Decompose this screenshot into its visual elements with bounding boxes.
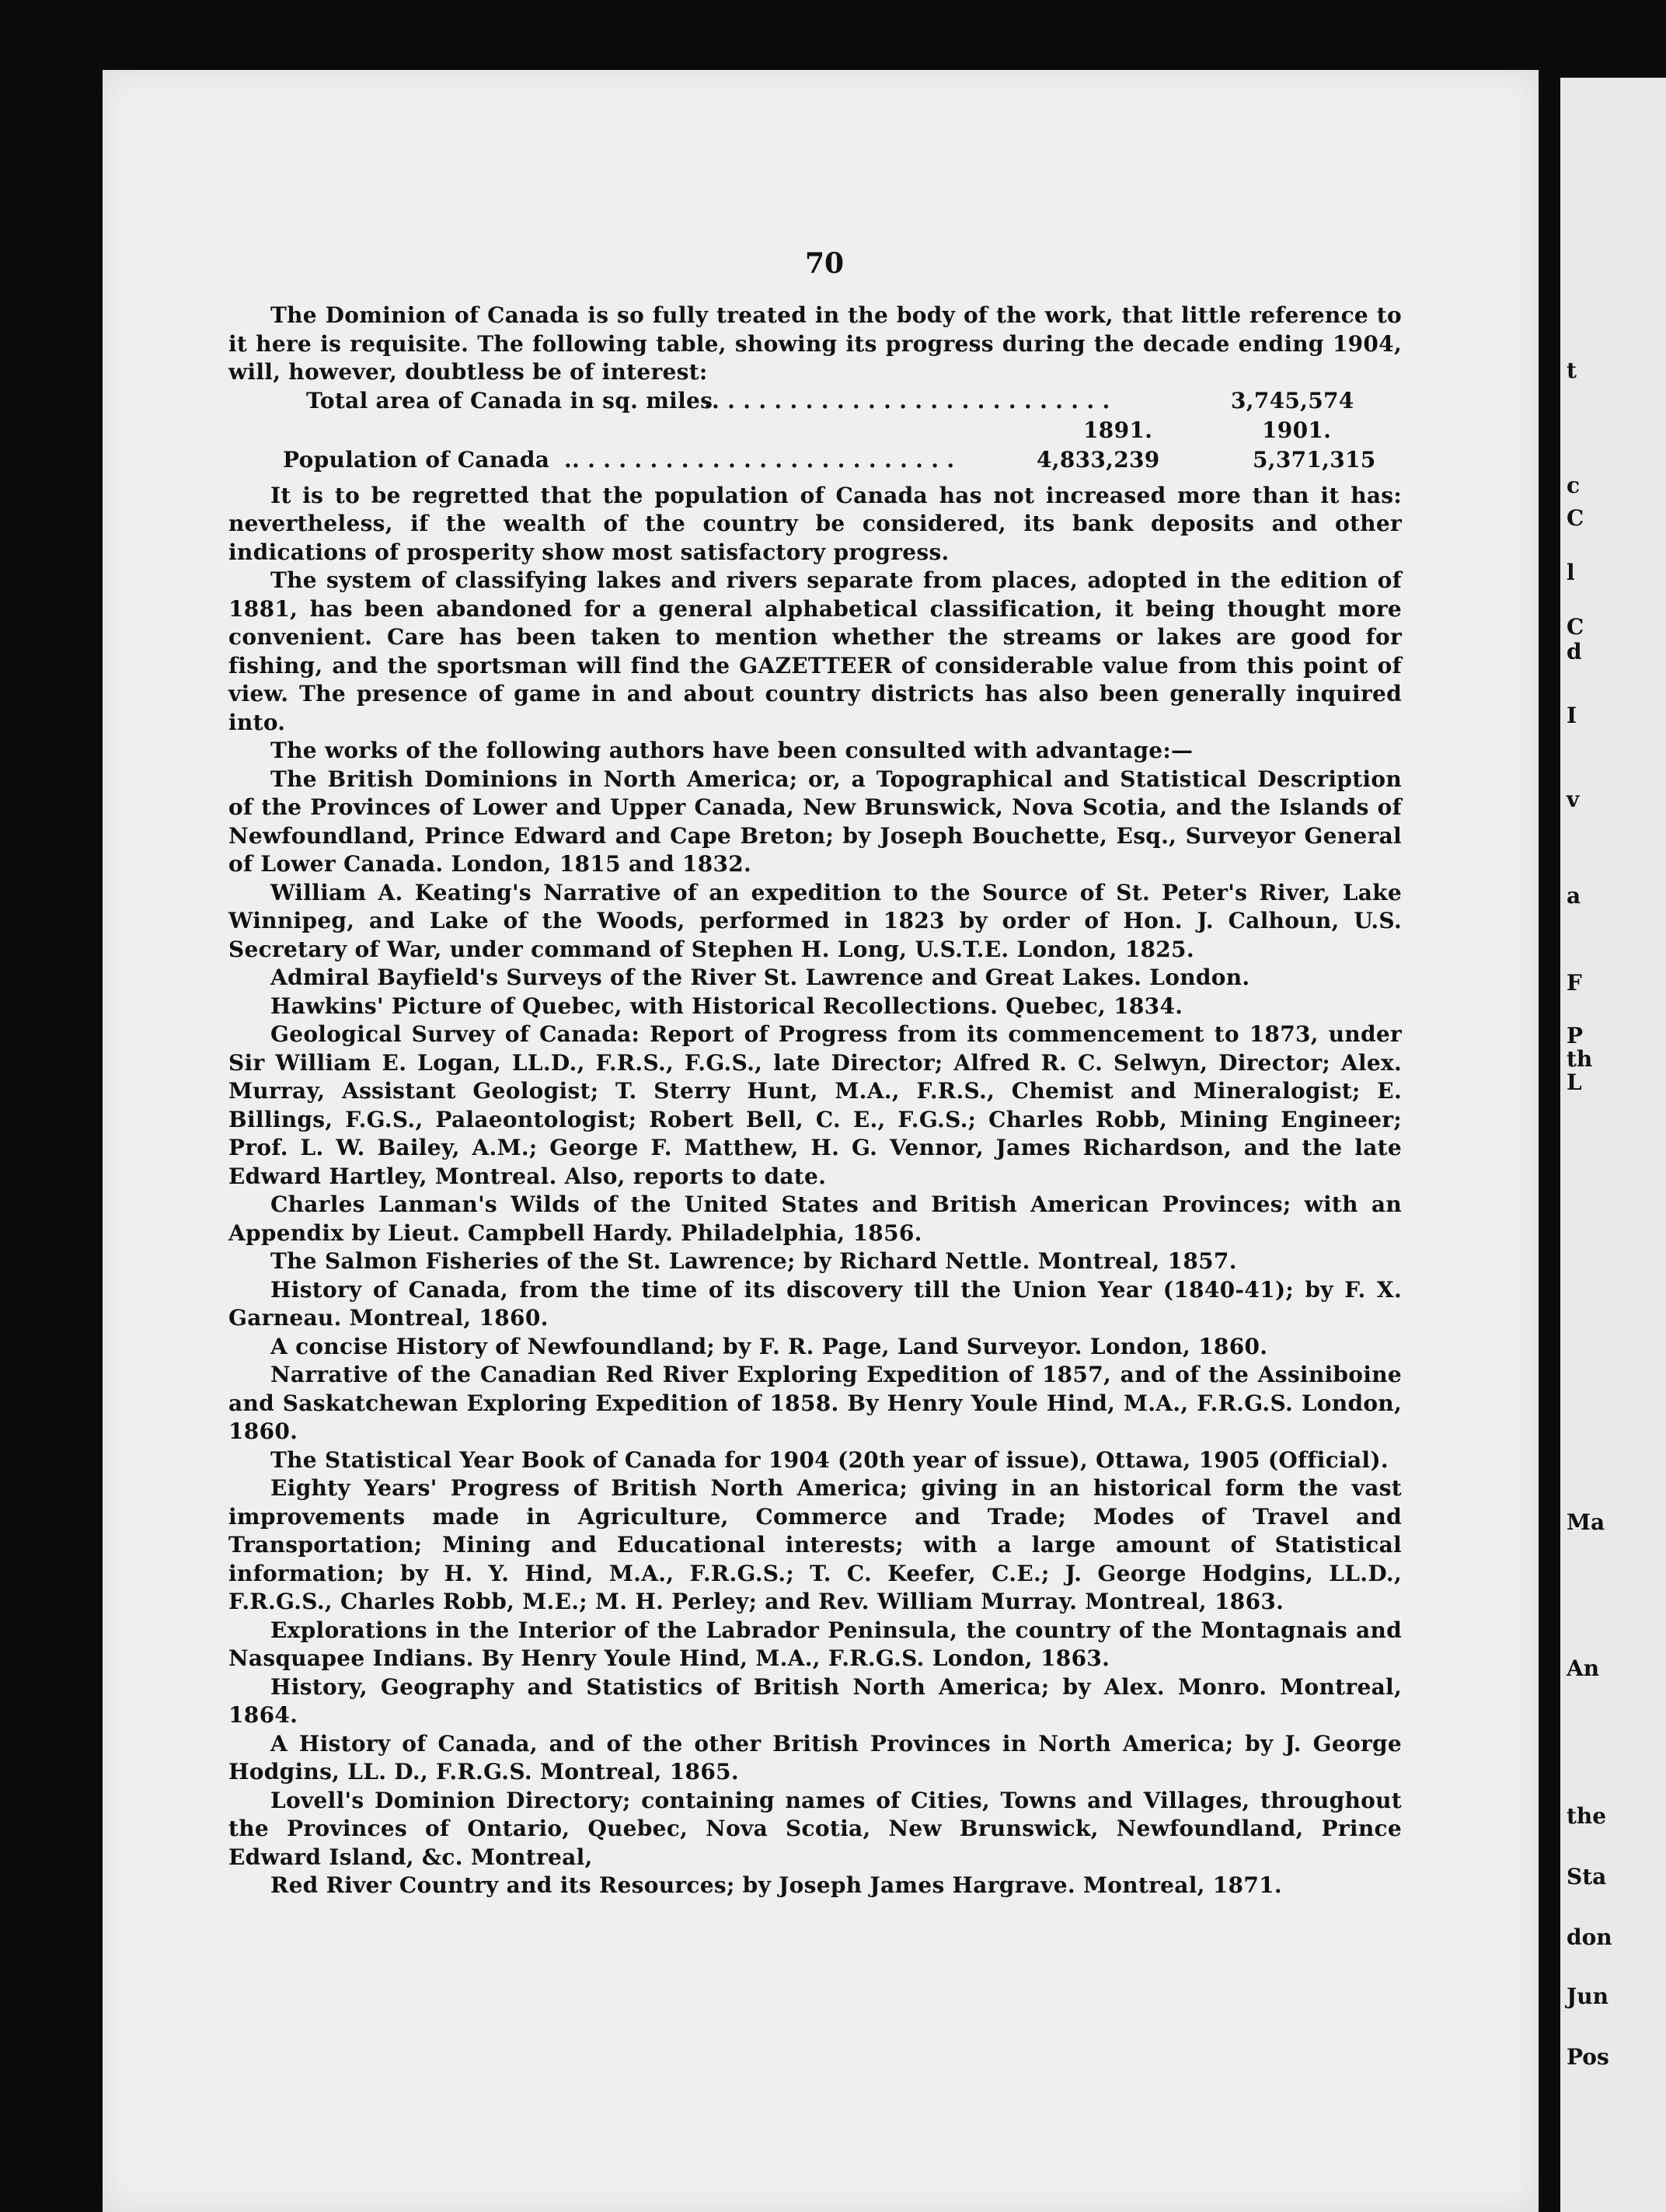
work-entry: Lovell's Dominion Directory; containing names of Cities, Towns and Villages, throughout the Provinces of Ontario, Quebec, Nova Scotia, New Brunswick, Newfoundland, Prince Edward Island, &c. Montreal, — [228, 1787, 1402, 1870]
year-1901: 1901. — [1262, 417, 1332, 443]
work-entry: Hawkins' Picture of Quebec, with Historical Recollections. Quebec, 1834. — [270, 993, 1183, 1019]
population-label: Population of Canada — [283, 446, 550, 473]
work-entry: The Salmon Fisheries of the St. Lawrence; by Richard Nettle. Montreal, 1857. — [270, 1248, 1237, 1274]
facing-fragment: C — [1567, 614, 1584, 640]
population-row — [228, 446, 1402, 476]
population-1891: 4,833,239 — [1037, 446, 1160, 473]
facing-fragment: th — [1567, 1046, 1593, 1072]
facing-fragment: Sta — [1567, 1864, 1607, 1889]
work-entry: The British Dominions in North America; or, a Topographical and Statistical Description of the Provinces of Lower and Upper Canada, New Brunswick, Nova Scotia, and the Islands of Newfoundland, Prince Edward and Cape Breton; by Joseph Bouchette, Esq., Surveyor General of Lower Canada. London, 1815 and 1832. — [228, 766, 1402, 877]
leader-dots: .. . . . . . . . . . . . . . . . . . . . . . . . . . — [704, 387, 1110, 413]
years-row — [228, 417, 1402, 446]
paragraph: The works of the following authors have been consulted with advantage:— — [270, 738, 1194, 763]
facing-fragment: v — [1567, 787, 1580, 812]
facing-fragment: a — [1567, 883, 1581, 909]
facing-fragment: P — [1567, 1023, 1584, 1048]
facing-fragment: d — [1567, 639, 1582, 665]
facing-fragment: don — [1567, 1924, 1612, 1950]
facing-fragment: An — [1567, 1656, 1600, 1681]
work-entry: History, Geography and Statistics of British North America; by Alex. Monro. Montreal, 1864. — [228, 1673, 1402, 1728]
area-label: Total area of Canada in sq. miles — [306, 387, 713, 413]
intro-paragraph: The Dominion of Canada is so fully treated in the body of the work, that little reference to it here is requisite. The following table, showing its progress during the decade ending 1904, will, however, doubtless be of interest: — [228, 302, 1402, 385]
work-entry: History of Canada, from the time of its discovery till the Union Year (1840-41); by F. X. Garneau. Montreal, 1860. — [228, 1276, 1402, 1331]
paragraph: The system of classifying lakes and rivers separate from places, adopted in the edition of 1881, has been abandoned for a general alphabetical classification, it being thought more convenient. Care has been taken to mention whether the streams or lakes are good for fishing, and the sportsman will find the GAZETTEER of considerable value from this point of view. The presence of game in and about country districts has also been generally inquired into. — [228, 567, 1402, 735]
work-entry: Narrative of the Canadian Red River Exploring Expedition of 1857, and of the Assiniboine and Saskatchewan Exploring Expedition of 1858. By Henry Youle Hind, M.A., F.R.G.S. London, 1860. — [228, 1362, 1402, 1444]
paragraph: It is to be regretted that the population of Canada has not increased more than it has: nevertheless, if the wealth of the country be considered, its bank deposits and other indications of prosperity show most satisfactory progress. — [228, 482, 1402, 565]
facing-page-edge — [1560, 78, 1666, 2212]
page-number: 70 — [805, 247, 845, 280]
area-row — [228, 387, 1402, 417]
work-entry: Charles Lanman's Wilds of the United States and British American Provinces; with an Appendix by Lieut. Campbell Hardy. Philadelphia, 1856. — [228, 1191, 1402, 1246]
facing-fragment: I — [1567, 703, 1577, 728]
page-body — [228, 302, 1402, 1900]
facing-fragment: Jun — [1567, 1983, 1608, 2009]
work-entry: Red River Country and its Resources; by Joseph James Hargrave. Montreal, 1871. — [270, 1872, 1282, 1898]
work-entry: Eighty Years' Progress of British North America; giving in an historical form the vast improvements made in Agriculture, Commerce and Trade; Modes of Travel and Transportation; Mining and Educational interests; with a large amount of Statistical information; by H. Y. Hind, M.A., F.R.G.S.; T. C. Keefer, C.E.; J. George Hodgins, LL.D., F.R.G.S., Charles Robb, M.E.; M. H. Perley; and Rev. William Murray. Montreal, 1863. — [228, 1475, 1402, 1614]
facing-fragment: l — [1567, 560, 1575, 585]
work-entry: Admiral Bayfield's Surveys of the River St. Lawrence and Great Lakes. London. — [270, 965, 1250, 990]
facing-fragment: c — [1567, 473, 1581, 498]
facing-fragment: F — [1567, 970, 1582, 996]
work-entry: Explorations in the Interior of the Labrador Peninsula, the country of the Montagnais and Nasquapee Indians. By Henry Youle Hind, M.A., F.R.G.S. London, 1863. — [228, 1617, 1402, 1671]
work-entry: Geological Survey of Canada: Report of Progress from its commencement to 1873, under Sir William E. Logan, LL.D., F.R.S., F.G.S., late Director; Alfred R. C. Selwyn, Director; Alex. Murray, Assistant Geologist; T. Sterry Hunt, M.A., F.R.S., Chemist and Mineralogist; E. Billings, F.G.S., Palaeontologist; Robert Bell, C. E., F.G.S.; Charles Robb, Mining Engineer; Prof. L. W. Bailey, A.M.; George F. Matthew, H. G. Vennor, James Richardson, and the late Edward Hartley, Montreal. Also, reports to date. — [228, 1021, 1402, 1189]
work-entry: A History of Canada, and of the other British Provinces in North America; by J. George Hodgins, LL. D., F.R.G.S. Montreal, 1865. — [228, 1730, 1402, 1785]
year-1891: 1891. — [1083, 417, 1153, 443]
leader-dots: .. . . . . . . . . . . . . . . . . . . . . . . . . — [564, 446, 955, 473]
facing-fragment: C — [1567, 505, 1584, 531]
population-1901: 5,371,315 — [1253, 446, 1376, 473]
facing-fragment: L — [1567, 1069, 1582, 1095]
work-entry: A concise History of Newfoundland; by F. R. Page, Land Surveyor. London, 1860. — [270, 1333, 1268, 1359]
work-entry: The Statistical Year Book of Canada for 1904 (20th year of issue), Ottawa, 1905 (Official). — [270, 1446, 1389, 1473]
facing-fragment: Ma — [1567, 1509, 1605, 1535]
facing-fragment: the — [1567, 1803, 1607, 1829]
facing-fragment: Pos — [1567, 2044, 1609, 2070]
work-entry: William A. Keating's Narrative of an expedition to the Source of St. Peter's River, Lake Winnipeg, and Lake of the Woods, performed in 1823 by order of Hon. J. Calhoun, U.S. Secretary of War, under command of Stephen H. Long, U.S.T.E. London, 1825. — [228, 879, 1402, 962]
area-value: 3,745,574 — [1231, 387, 1354, 413]
facing-fragment: t — [1567, 358, 1577, 383]
